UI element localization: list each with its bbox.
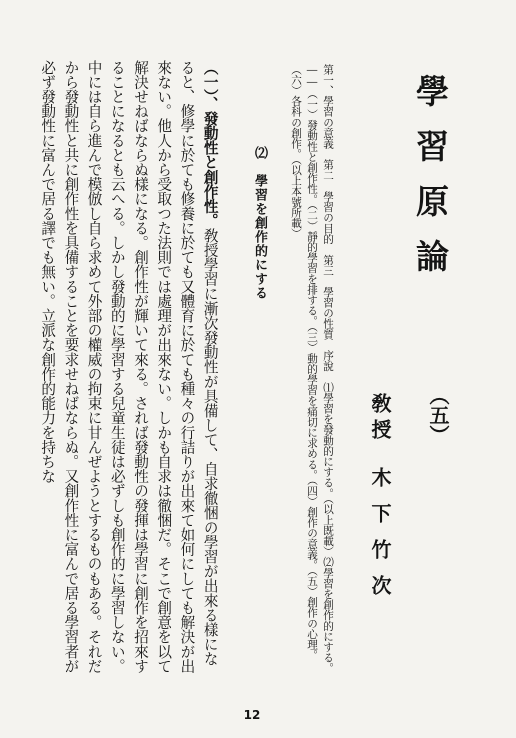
paragraph-text: 敎授學習に漸次發動性が具備して、自求徹悃の學習が出來る樣になると、修學に於ても修養に於ても又體育に於ても種々の行詰りが出來て如何にしても解決が出來ない。他人から受取つた法則では處理が出來ない。しかも自求は徹悃だ。そこで創意を以て解決せねばならぬ樣になる。創作性が輝いて來る。されば發動性の發揮は學習に創作を招來することになるとも云へる。しかし發動的に學習する兒童生徒は必ずしも創作的に學習しない。中には自ら進んで模倣し自ら求めて外部の權威の拘束に甘んぜようとするものもある。それだから發動性と共に創作性を具備することを要求せねばならぬ。又創作性に富んで居る學習者が必ず發動性に富んで居る譯でも無い。立派な創作的能力を持ちな [39, 60, 219, 674]
author-role: 敎授 [368, 393, 392, 445]
author-name: 木下竹次 [368, 467, 392, 611]
contents-summary: 第一、學習の意義 第二 學習の目的 第三 學習の性質 序說 ⑴學習を發動的にする。（以上既載）⑵學習を創作的にする。――（一）發動性と創作性。（二）靜的學習を排する。（三）動的學習を痛切に求める。（四）創作の意義。（五）創作の心理。（六）各科の創作。（以上本號所載） [290, 64, 334, 674]
body-text [36, 60, 222, 680]
page-number: 12 [243, 708, 261, 722]
paragraph-subheading: （一）、發動性と創作性。 [201, 60, 219, 228]
author-byline [370, 393, 390, 611]
section-heading: ⑵ 學習を創作的にする [252, 146, 267, 300]
article-title: 學習原論 [411, 74, 450, 294]
series-number: （五） [426, 385, 450, 445]
